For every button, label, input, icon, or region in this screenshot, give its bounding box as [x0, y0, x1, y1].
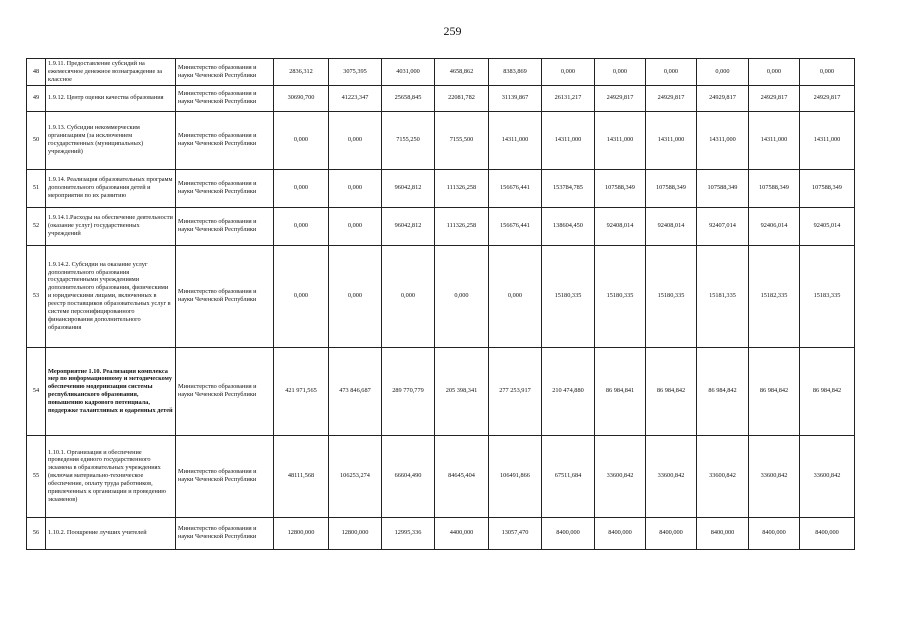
row-value: 15180,335: [646, 245, 697, 347]
row-description: 1.10.2. Поощрение лучших учителей: [46, 517, 176, 549]
row-value: 22081,782: [435, 85, 489, 111]
row-value: 106491,866: [489, 435, 542, 517]
row-value: 8400,000: [749, 517, 800, 549]
row-value: 96042,812: [382, 207, 435, 245]
row-value: 30690,700: [274, 85, 329, 111]
row-value: 0,000: [274, 169, 329, 207]
row-value: 31139,867: [489, 85, 542, 111]
table-row: [27, 169, 855, 207]
row-value: 14311,000: [542, 111, 595, 169]
page-number: 259: [443, 24, 462, 38]
row-value: 15180,335: [542, 245, 595, 347]
row-value: 156676,441: [489, 207, 542, 245]
row-value: 8400,000: [542, 517, 595, 549]
row-executor: Министерство образования и науки Чеченской Республики: [176, 347, 274, 435]
row-value: 66604,490: [382, 435, 435, 517]
row-value: 107588,349: [595, 169, 646, 207]
row-value: 14311,000: [749, 111, 800, 169]
row-value: 26131,217: [542, 85, 595, 111]
row-executor: Министерство образования и науки Чеченской Республики: [176, 111, 274, 169]
row-value: 86 984,842: [800, 347, 855, 435]
row-value: 111326,258: [435, 169, 489, 207]
row-value: 33600,842: [646, 435, 697, 517]
row-number: 54: [27, 347, 46, 435]
row-value: 24929,817: [800, 85, 855, 111]
row-value: 4400,000: [435, 517, 489, 549]
row-description: 1.9.14. Реализация образовательных программ дополнительного образования детей и мероприятия по их развитию: [46, 169, 176, 207]
table-row: [27, 347, 855, 435]
row-value: 92408,014: [646, 207, 697, 245]
table-row: [27, 435, 855, 517]
row-executor: Министерство образования и науки Чеченской Республики: [176, 245, 274, 347]
row-value: 153784,785: [542, 169, 595, 207]
row-value: 0,000: [749, 59, 800, 86]
row-value: 473 846,687: [329, 347, 382, 435]
row-value: 0,000: [329, 207, 382, 245]
row-value: 92406,014: [749, 207, 800, 245]
row-value: 86 984,842: [646, 347, 697, 435]
row-number: 55: [27, 435, 46, 517]
row-value: 7155,500: [435, 111, 489, 169]
row-value: 0,000: [329, 169, 382, 207]
row-value: 86 984,841: [595, 347, 646, 435]
row-value: 14311,000: [646, 111, 697, 169]
row-value: 0,000: [382, 245, 435, 347]
row-executor: Министерство образования и науки Чеченской Республики: [176, 85, 274, 111]
row-executor: Министерство образования и науки Чеченской Республики: [176, 207, 274, 245]
row-description: 1.9.11. Предоставление субсидий на ежемесячное денежное вознаграждение за классное: [46, 59, 176, 86]
row-value: 3075,395: [329, 59, 382, 86]
row-value: 67511,684: [542, 435, 595, 517]
row-value: 8400,000: [595, 517, 646, 549]
row-value: 8383,869: [489, 59, 542, 86]
row-value: 0,000: [274, 245, 329, 347]
row-value: 24929,817: [646, 85, 697, 111]
row-value: 0,000: [542, 59, 595, 86]
budget-table: [26, 58, 855, 550]
row-description: 1.9.14.2. Субсидии на оказание услуг дополнительного образования государственными учреждениями дополнительного образования, физическими и юридическими лицами, включенных в реестр поставщиков образовательных услуг в системе персонифицированного финансирования дополнительного образования: [46, 245, 176, 347]
row-value: 86 984,842: [749, 347, 800, 435]
row-value: 14311,000: [489, 111, 542, 169]
row-value: 86 984,842: [697, 347, 749, 435]
row-value: 277 253,917: [489, 347, 542, 435]
row-value: 0,000: [274, 207, 329, 245]
row-value: 4031,000: [382, 59, 435, 86]
row-value: 41223,347: [329, 85, 382, 111]
row-number: 48: [27, 59, 46, 86]
row-value: 107588,349: [749, 169, 800, 207]
row-value: 92405,014: [800, 207, 855, 245]
row-number: 52: [27, 207, 46, 245]
row-value: 12800,000: [274, 517, 329, 549]
row-value: 0,000: [800, 59, 855, 86]
row-value: 12800,000: [329, 517, 382, 549]
row-value: 0,000: [646, 59, 697, 86]
row-value: 8400,000: [697, 517, 749, 549]
row-value: 138604,450: [542, 207, 595, 245]
row-value: 7155,250: [382, 111, 435, 169]
row-value: 92408,014: [595, 207, 646, 245]
table-row: [27, 517, 855, 549]
row-value: 0,000: [274, 111, 329, 169]
row-value: 48111,568: [274, 435, 329, 517]
table-row: [27, 207, 855, 245]
row-value: 12995,336: [382, 517, 435, 549]
row-description: 1.9.14.1.Расходы на обеспечение деятельности (оказание услуг) государственных учреждений: [46, 207, 176, 245]
row-value: 0,000: [489, 245, 542, 347]
row-description: Мероприятие 1.10. Реализация комплекса мер по информационному и методическому обеспечению модернизации системы республиканского образования, повышению кадрового потенциала, поддержке талантливых и одаренных детей: [46, 347, 176, 435]
row-executor: Министерство образования и науки Чеченской Республики: [176, 517, 274, 549]
row-value: 4658,862: [435, 59, 489, 86]
row-value: 107588,349: [800, 169, 855, 207]
row-value: 15182,335: [749, 245, 800, 347]
row-value: 24929,817: [749, 85, 800, 111]
row-value: 14311,000: [800, 111, 855, 169]
row-number: 53: [27, 245, 46, 347]
row-value: 210 474,880: [542, 347, 595, 435]
row-value: 107588,349: [646, 169, 697, 207]
row-executor: Министерство образования и науки Чеченской Республики: [176, 169, 274, 207]
row-value: 0,000: [595, 59, 646, 86]
row-value: 84645,404: [435, 435, 489, 517]
row-value: 156676,441: [489, 169, 542, 207]
row-number: 56: [27, 517, 46, 549]
table-row: [27, 111, 855, 169]
row-value: 92407,014: [697, 207, 749, 245]
row-value: 0,000: [697, 59, 749, 86]
row-value: 25658,845: [382, 85, 435, 111]
row-number: 51: [27, 169, 46, 207]
row-value: 0,000: [329, 245, 382, 347]
row-description: 1.9.13. Субсидии некоммерческим организациям (за исключением государственных (муниципальных) учреждений): [46, 111, 176, 169]
row-value: 33600,842: [595, 435, 646, 517]
row-value: 106253,274: [329, 435, 382, 517]
row-description: 1.9.12. Центр оценки качества образования: [46, 85, 176, 111]
row-value: 205 398,341: [435, 347, 489, 435]
row-value: 8400,000: [646, 517, 697, 549]
row-value: 421 971,565: [274, 347, 329, 435]
row-value: 33600,842: [697, 435, 749, 517]
row-value: 96042,812: [382, 169, 435, 207]
row-value: 15180,335: [595, 245, 646, 347]
table-row: [27, 59, 855, 86]
row-executor: Министерство образования и науки Чеченской Республики: [176, 435, 274, 517]
row-executor: Министерство образования и науки Чеченской Республики: [176, 59, 274, 86]
row-value: 2836,312: [274, 59, 329, 86]
row-value: 0,000: [329, 111, 382, 169]
row-number: 50: [27, 111, 46, 169]
row-value: 13057,470: [489, 517, 542, 549]
row-value: 15183,335: [800, 245, 855, 347]
row-value: 107588,349: [697, 169, 749, 207]
table-row: [27, 245, 855, 347]
row-value: 33600,842: [800, 435, 855, 517]
row-value: 15181,335: [697, 245, 749, 347]
table-row: [27, 85, 855, 111]
row-value: 33600,842: [749, 435, 800, 517]
row-value: 24929,817: [595, 85, 646, 111]
row-value: 8400,000: [800, 517, 855, 549]
row-value: 24929,817: [697, 85, 749, 111]
row-number: 49: [27, 85, 46, 111]
row-value: 289 770,779: [382, 347, 435, 435]
row-value: 0,000: [435, 245, 489, 347]
row-value: 111326,258: [435, 207, 489, 245]
row-value: 14311,000: [595, 111, 646, 169]
row-description: 1.10.1. Организация и обеспечение проведения единого государственного экзамена в образовательных учреждениях (включая материально-техническое обеспечение, оплату труда работников, привлеченных к организации и проведению экзаменов): [46, 435, 176, 517]
row-value: 14311,000: [697, 111, 749, 169]
